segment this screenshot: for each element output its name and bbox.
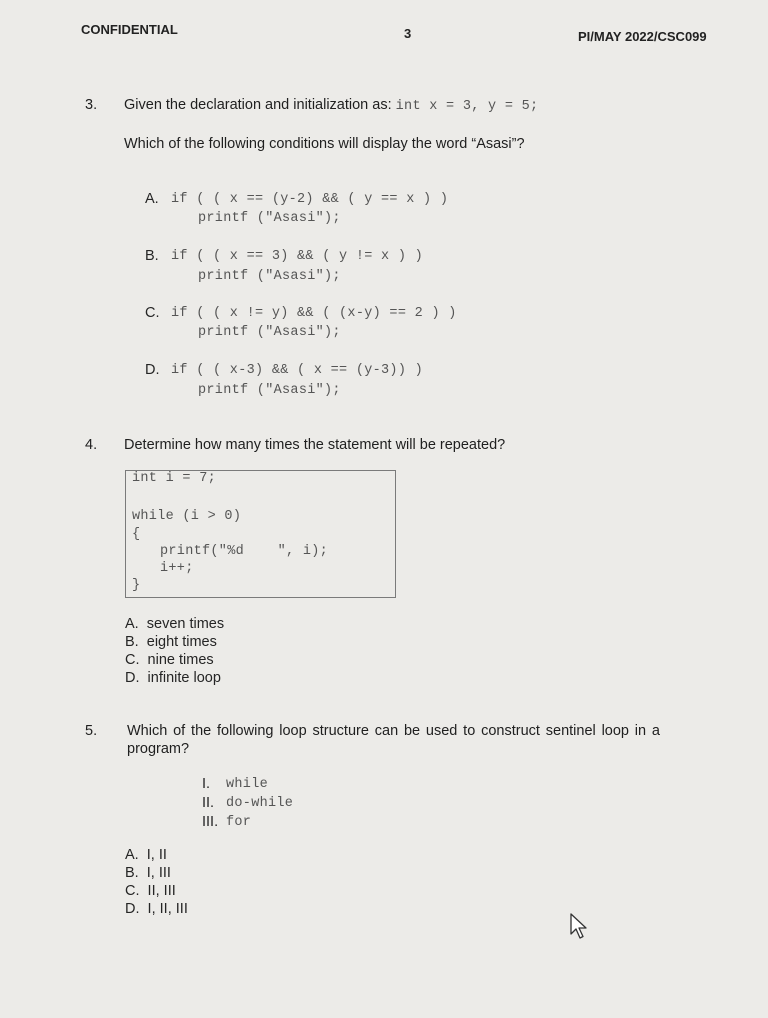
q3-stem bbox=[124, 97, 538, 114]
q5-number: 5. bbox=[85, 723, 98, 739]
q5-item-num: III. bbox=[202, 814, 219, 830]
q5-option-b: B. I, III bbox=[125, 865, 171, 881]
code-line: int i = 7; bbox=[132, 471, 217, 486]
q3-option-d-label: D. bbox=[145, 362, 160, 378]
q3-option-d-cond: if ( ( x-3) && ( x == (y-3)) ) bbox=[171, 363, 424, 378]
q5-item-text: while bbox=[226, 777, 269, 792]
q4-option-a: A. seven times bbox=[125, 616, 225, 632]
q3-option-a-stmt: printf ("Asasi"); bbox=[198, 211, 341, 226]
code-line: { bbox=[132, 527, 141, 542]
q5-question-line1: Which of the following loop structure can be used to construct sentinel loop in a bbox=[127, 723, 660, 739]
q3-option-a-label: A. bbox=[145, 191, 159, 207]
q4-option-d: D. infinite loop bbox=[125, 670, 221, 686]
code-line: } bbox=[132, 578, 141, 593]
header-right: PI/MAY 2022/CSC099 bbox=[578, 29, 707, 44]
q3-option-c-cond: if ( ( x != y) && ( (x-y) == 2 ) ) bbox=[171, 306, 457, 321]
q3-stem-code: int x = 3, y = 5; bbox=[395, 99, 539, 114]
code-line: printf("%d ", i); bbox=[160, 544, 329, 559]
q5-option-a: A. I, II bbox=[125, 847, 167, 863]
q4-option-c: C. nine times bbox=[125, 652, 214, 668]
q3-question: Which of the following conditions will display the word “Asasi”? bbox=[124, 136, 525, 152]
q5-item-text: for bbox=[226, 815, 252, 830]
q5-item-num: II. bbox=[202, 795, 215, 811]
code-box bbox=[125, 470, 396, 598]
header-left: CONFIDENTIAL bbox=[81, 22, 178, 37]
page-number: 3 bbox=[404, 26, 412, 41]
q5-question-line2: program? bbox=[127, 741, 190, 757]
q5-option-d: D. I, II, III bbox=[125, 901, 188, 917]
code-line: i++; bbox=[160, 561, 194, 576]
q3-option-c-label: C. bbox=[145, 305, 160, 321]
q4-number: 4. bbox=[85, 437, 98, 453]
q5-item-num: I. bbox=[202, 776, 211, 792]
code-line: while (i > 0) bbox=[132, 509, 242, 524]
q3-option-b-label: B. bbox=[145, 248, 159, 264]
q3-number: 3. bbox=[85, 97, 98, 113]
q4-option-b: B. eight times bbox=[125, 634, 217, 650]
q3-option-c-stmt: printf ("Asasi"); bbox=[198, 325, 341, 340]
mouse-pointer-icon bbox=[568, 912, 594, 947]
q3-stem-text: Given the declaration and initialization as: bbox=[124, 97, 392, 113]
q5-item-text: do-while bbox=[226, 796, 294, 811]
q3-option-a-cond: if ( ( x == (y-2) && ( y == x ) ) bbox=[171, 192, 449, 207]
q3-option-b-cond: if ( ( x == 3) && ( y != x ) ) bbox=[171, 249, 424, 264]
q4-question: Determine how many times the statement will be repeated? bbox=[124, 437, 506, 453]
q3-option-b-stmt: printf ("Asasi"); bbox=[198, 269, 341, 284]
q3-option-d-stmt: printf ("Asasi"); bbox=[198, 383, 341, 398]
q5-option-c: C. II, III bbox=[125, 883, 176, 899]
